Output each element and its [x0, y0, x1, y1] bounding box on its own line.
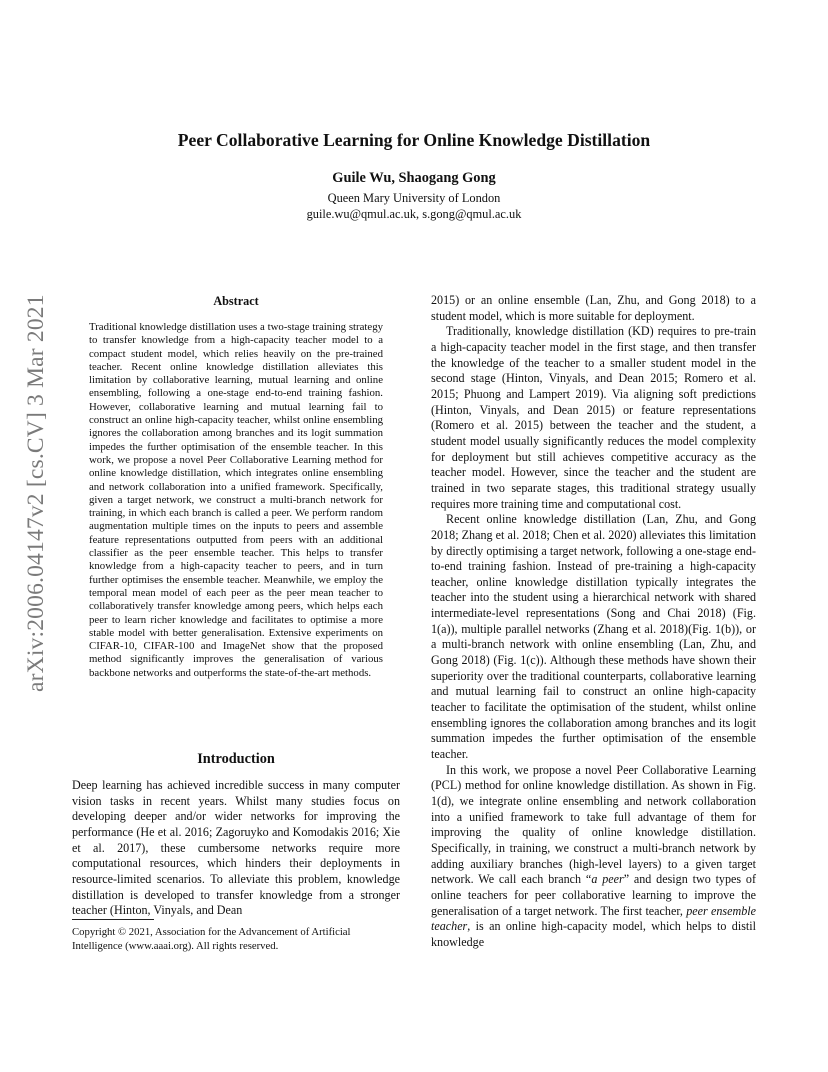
- copyright-footnote: Copyright © 2021, Association for the Advancement of Artificial Intelligence (www.aaai.org). All rights reserved.: [72, 926, 351, 952]
- abstract-text: Traditional knowledge distillation uses a two-stage training strategy to transfer knowledge from a high-capacity teacher model to a compact student model, which relies heavily on the pre-trained teacher. Recent online knowledge distillation alleviates this limitation by collaborative learning, mutual learning and online ensembling, following a one-stage end-to-end training fashion. However, collaborative learning and mutual learning fail to construct an online high-capacity teacher, whilst online ensembling ignores the collaboration among branches and its logit summation impedes the further optimisation of the ensemble teacher. In this work, we propose a novel Peer Collaborative Learning method for online knowledge distillation, which integrates online ensembling and network collaboration into a unified framework. Specifically, given a target network, we construct a multi-branch network for training, in which each branch is called a peer. We perform random augmentation multiple times on the inputs to peers and assemble feature representations outputted from peers with an additional classifier as the peer ensemble teacher. This helps to transfer knowledge from a high-capacity teacher to peers, and in turn further optimises the ensemble teacher. Meanwhile, we employ the temporal mean model of each peer as the peer mean teacher to collaboratively transfer knowledge among peers, which helps each peer to learn richer knowledge and facilitates to optimise a more stable model with better generalisation. Extensive experiments on CIFAR-10, CIFAR-100 and ImageNet show that the proposed method significantly improves the generalisation of various backbone networks and outperforms the state-of-the-art methods.: [89, 321, 383, 679]
- introduction-paragraph: Deep learning has achieved incredible success in many computer vision tasks in recent years. Whilst many studies focus on developing deeper and/or wider networks for improving the performance (He et al. 2016; Zagoruyko and Komodakis 2016; Xie et al. 2017), these cumbersome networks require more computational resources, which hinders their deployments in resource-limited scenarios. To alleviate this problem, knowledge distillation is developed to transfer knowledge from a stronger teacher (Hinton, Vinyals, and Dean: [72, 778, 400, 918]
- affiliation: Queen Mary University of London: [327, 191, 501, 205]
- author-affiliation-block: [0, 190, 828, 222]
- continued-paragraph: 2015) or an online ensemble (Lan, Zhu, and Gong 2018) to a student model, which is more suitable for deployment.: [431, 293, 756, 323]
- paragraph-text-part: , is an online high-capacity model, which helps to distil knowledge: [431, 919, 756, 949]
- right-column-text: [431, 293, 756, 951]
- arxiv-identifier-stamp: arXiv:2006.04147v2 [cs.CV] 3 Mar 2021: [23, 294, 49, 692]
- introduction-heading: Introduction: [197, 751, 275, 767]
- paragraph-text-part: ” and design two types of online teachers for peer collaborative learning to improve the generalisation of a target network. The first teacher,: [431, 872, 757, 918]
- paper-title: Peer Collaborative Learning for Online Knowledge Distillation: [177, 130, 651, 150]
- paper-authors: Guile Wu, Shaogang Gong: [332, 170, 496, 186]
- author-emails: guile.wu@qmul.ac.uk, s.gong@qmul.ac.uk: [306, 207, 522, 221]
- introduction-body: [72, 778, 400, 919]
- emphasis-a-peer: a peer: [591, 872, 624, 887]
- paragraph-proposed-method: [431, 763, 756, 951]
- emphasis-peer-ensemble-teacher: peer ensemble teacher: [431, 903, 756, 934]
- paragraph-online-kd: Recent online knowledge distillation (Lan, Zhu, and Gong 2018; Zhang et al. 2018; Chen et al. 2020) alleviates this limitation by directly optimising a target network, following a one-stage end-to-end training fashion. Instead of pre-training a high-capacity teacher, online knowledge distillation typically integrates the teacher into the student using a hierarchical network with shared intermediate-level representations (Song and Chai 2018) (Fig. 1(a)), multiple parallel networks (Zhang et al. 2018)(Fig. 1(b)), or a multi-branch network with online ensembling (Lan, Zhu, and Gong 2018) (Fig. 1(c)). Although these methods have shown their superiority over the traditional counterparts, collaborative learning and mutual learning fail to construct an online high-capacity teacher to facilitate the optimisation of the student, whilst online ensembling ignores the collaboration among branches and its logit summation impedes the further optimisation of the ensemble teacher.: [431, 512, 756, 762]
- abstract-heading: Abstract: [213, 294, 259, 308]
- footnote-divider: [72, 919, 154, 920]
- paragraph-text-part: In this work, we propose a novel Peer Collaborative Learning (PCL) method for online knowledge distillation. As shown in Fig. 1(d), we integrate online ensembling and network collaboration into a unified framework to take full advantage of them for improving the quality of online knowledge distillation. Specifically, in training, we construct a multi-branch network by adding auxiliary branches (high-level layers) to a given target network. We call each branch “: [431, 762, 756, 887]
- paragraph-traditional-kd: Traditionally, knowledge distillation (KD) requires to pre-train a high-capacity teacher model in the first stage, and then transfer the knowledge of the teacher to a smaller student model in the second stage (Hinton, Vinyals, and Dean 2015; Romero et al. 2015; Phuong and Lampert 2019). Via aligning soft predictions (Hinton, Vinyals, and Dean 2015) or feature representations (Romero et al. 2015) between the teacher and the student, a student model usually significantly reduces the model complexity for deployment but still achieves competitive accuracy as the teacher model. However, since the teacher and the student are trained in two separate stages, this traditional strategy usually requires more training time and computational cost.: [431, 324, 756, 511]
